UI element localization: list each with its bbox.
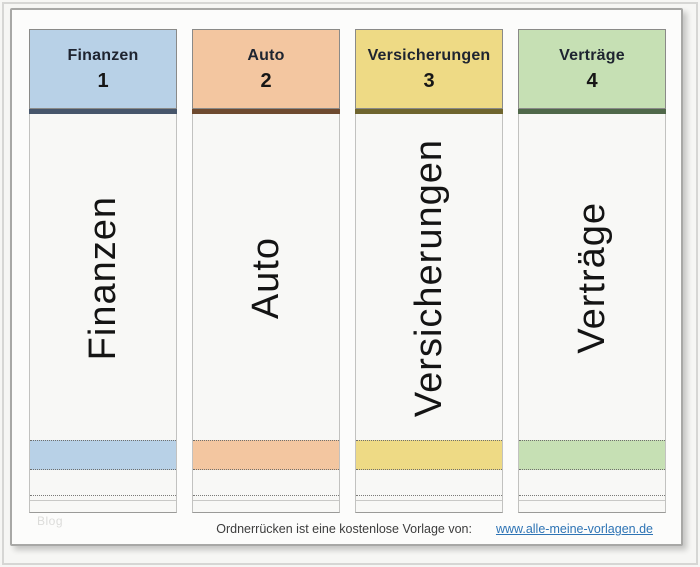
template-page — [10, 8, 683, 546]
label-header — [355, 29, 503, 109]
folder-spine-labels — [29, 29, 666, 513]
cut-line-dotted — [30, 495, 176, 496]
color-stripe — [356, 440, 502, 470]
footer — [216, 522, 653, 536]
folder-spine-label — [518, 29, 666, 513]
spine-text-zone — [193, 114, 339, 442]
spine-text-zone — [30, 114, 176, 442]
watermark-text: Blog — [37, 514, 64, 528]
cut-line-solid — [356, 500, 502, 501]
label-header — [518, 29, 666, 109]
label-body — [355, 114, 503, 513]
label-body — [29, 114, 177, 513]
spine-vertical-text: Finanzen — [81, 195, 124, 361]
label-body — [192, 114, 340, 513]
color-stripe — [193, 440, 339, 470]
label-header — [192, 29, 340, 109]
folder-spine-label — [29, 29, 177, 513]
footer-caption: Ordnerrücken ist eine kostenlose Vorlage von: — [216, 522, 472, 536]
label-number: 1 — [97, 69, 109, 92]
spine-vertical-text: Versicherungen — [407, 138, 450, 418]
footer-link[interactable]: www.alle-meine-vorlagen.de — [495, 522, 653, 536]
spine-vertical-text: Auto — [244, 236, 287, 320]
cut-line-dotted — [356, 495, 502, 496]
label-title: Auto — [247, 46, 285, 64]
label-header — [29, 29, 177, 109]
cut-line-solid — [519, 500, 665, 501]
folder-spine-label — [192, 29, 340, 513]
spine-text-zone — [519, 114, 665, 442]
label-title: Versicherungen — [367, 46, 491, 64]
label-number: 4 — [586, 69, 598, 92]
label-body — [518, 114, 666, 513]
cut-line-dotted — [193, 495, 339, 496]
cut-line-solid — [30, 500, 176, 501]
color-stripe — [519, 440, 665, 470]
label-title: Finanzen — [67, 46, 139, 64]
label-number: 2 — [260, 69, 272, 92]
label-title: Verträge — [559, 46, 625, 64]
cut-line-solid — [193, 500, 339, 501]
cut-line-dotted — [519, 495, 665, 496]
spine-text-zone — [356, 114, 502, 442]
color-stripe — [30, 440, 176, 470]
label-number: 3 — [423, 69, 435, 92]
spine-vertical-text: Verträge — [570, 202, 613, 354]
folder-spine-label — [355, 29, 503, 513]
